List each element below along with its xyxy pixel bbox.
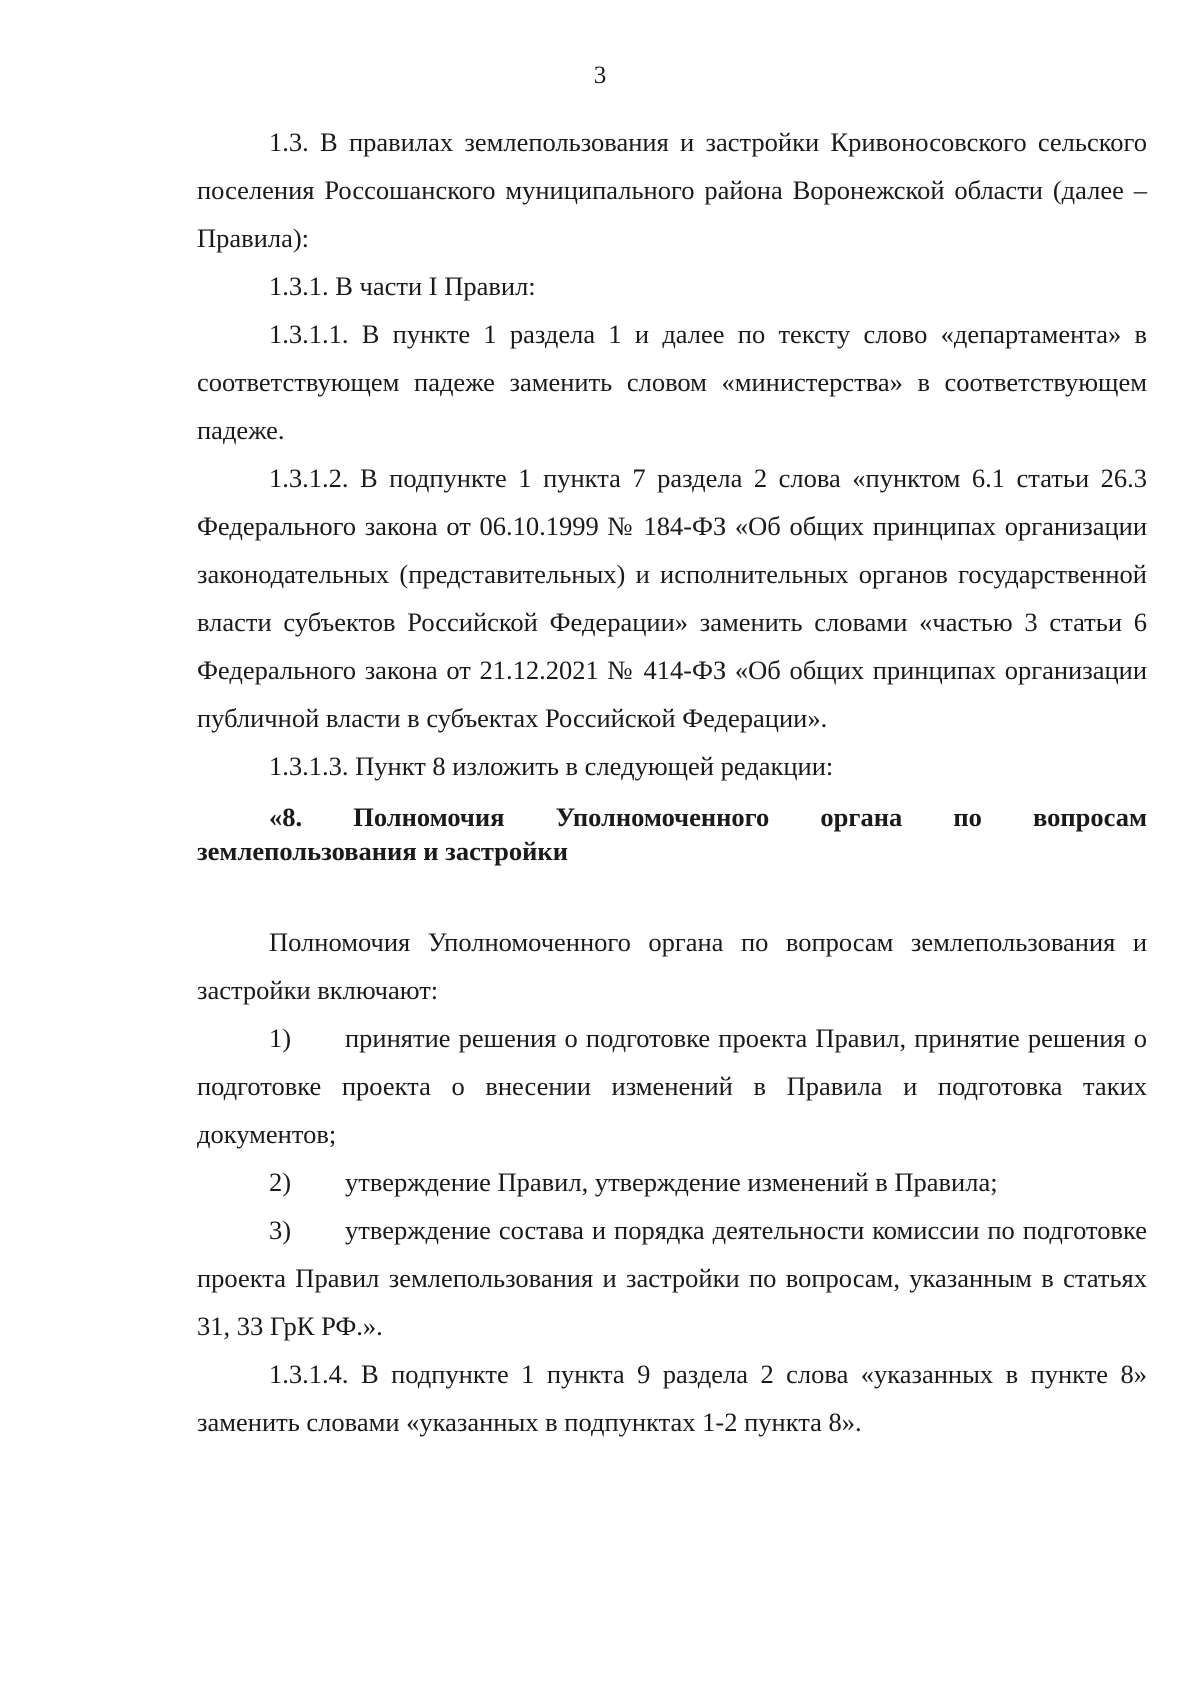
section-heading: «8. Полномочия Уполномоченного органа по вопросам землепользования и застройки: [197, 802, 1147, 866]
paragraph-1-3-1: 1.3.1. В части I Правил:: [269, 271, 536, 301]
page-number: 3: [593, 62, 607, 89]
list-item-number: 3): [269, 1215, 292, 1245]
document-body: [197, 118, 1147, 1446]
list-item-text: утверждение состава и порядка деятельности комиссии по подготовке проекта Правил землепользования и застройки по вопросам, указанным в статьях 31, 33 ГрК РФ.».: [197, 1215, 1147, 1341]
list-item: [197, 1014, 1147, 1158]
list-item-text: утверждение Правил, утверждение изменений в Правила;: [345, 1167, 998, 1197]
paragraph-1-3-1-4: 1.3.1.4. В подпункте 1 пункта 9 раздела 2 слова «указанных в пункте 8» заменить словами «указанных в подпунктах 1-2 пункта 8».: [197, 1359, 1147, 1437]
list-item: [197, 1158, 1147, 1206]
list-item-number: 2): [269, 1167, 292, 1197]
paragraph-1-3-1-3: 1.3.1.3. Пункт 8 изложить в следующей редакции:: [269, 751, 834, 781]
paragraph-1-3-1-1: 1.3.1.1. В пункте 1 раздела 1 и далее по тексту слово «департамента» в соответствующем падеже заменить словом «министерства» в соответствующем падеже.: [197, 319, 1147, 445]
list-item: [197, 1206, 1147, 1350]
paragraph-powers-intro: Полномочия Уполномоченного органа по вопросам землепользования и застройки включают:: [197, 927, 1147, 1005]
list-item-number: 1): [269, 1023, 292, 1053]
list-item-text: принятие решения о подготовке проекта Правил, принятие решения о подготовке проекта о внесении изменений в Правила и подготовка таких документов;: [197, 1023, 1147, 1149]
paragraph-1-3-1-2: 1.3.1.2. В подпункте 1 пункта 7 раздела 2 слова «пунктом 6.1 статьи 26.3 Федерального закона от 06.10.1999 № 184-ФЗ «Об общих принципах организации законодательных (представительных) и исполнительных органов государственной власти субъектов Российской Федерации» заменить словами «частью 3 статьи 6 Федерального закона от 21.12.2021 № 414-ФЗ «Об общих принципах организации публичной власти в субъектах Российской Федерации».: [197, 463, 1147, 733]
paragraph-1-3: 1.3. В правилах землепользования и застройки Кривоносовского сельского поселения Россошанского муниципального района Воронежской области (далее – Правила):: [197, 127, 1147, 253]
spacer: [197, 868, 1147, 918]
